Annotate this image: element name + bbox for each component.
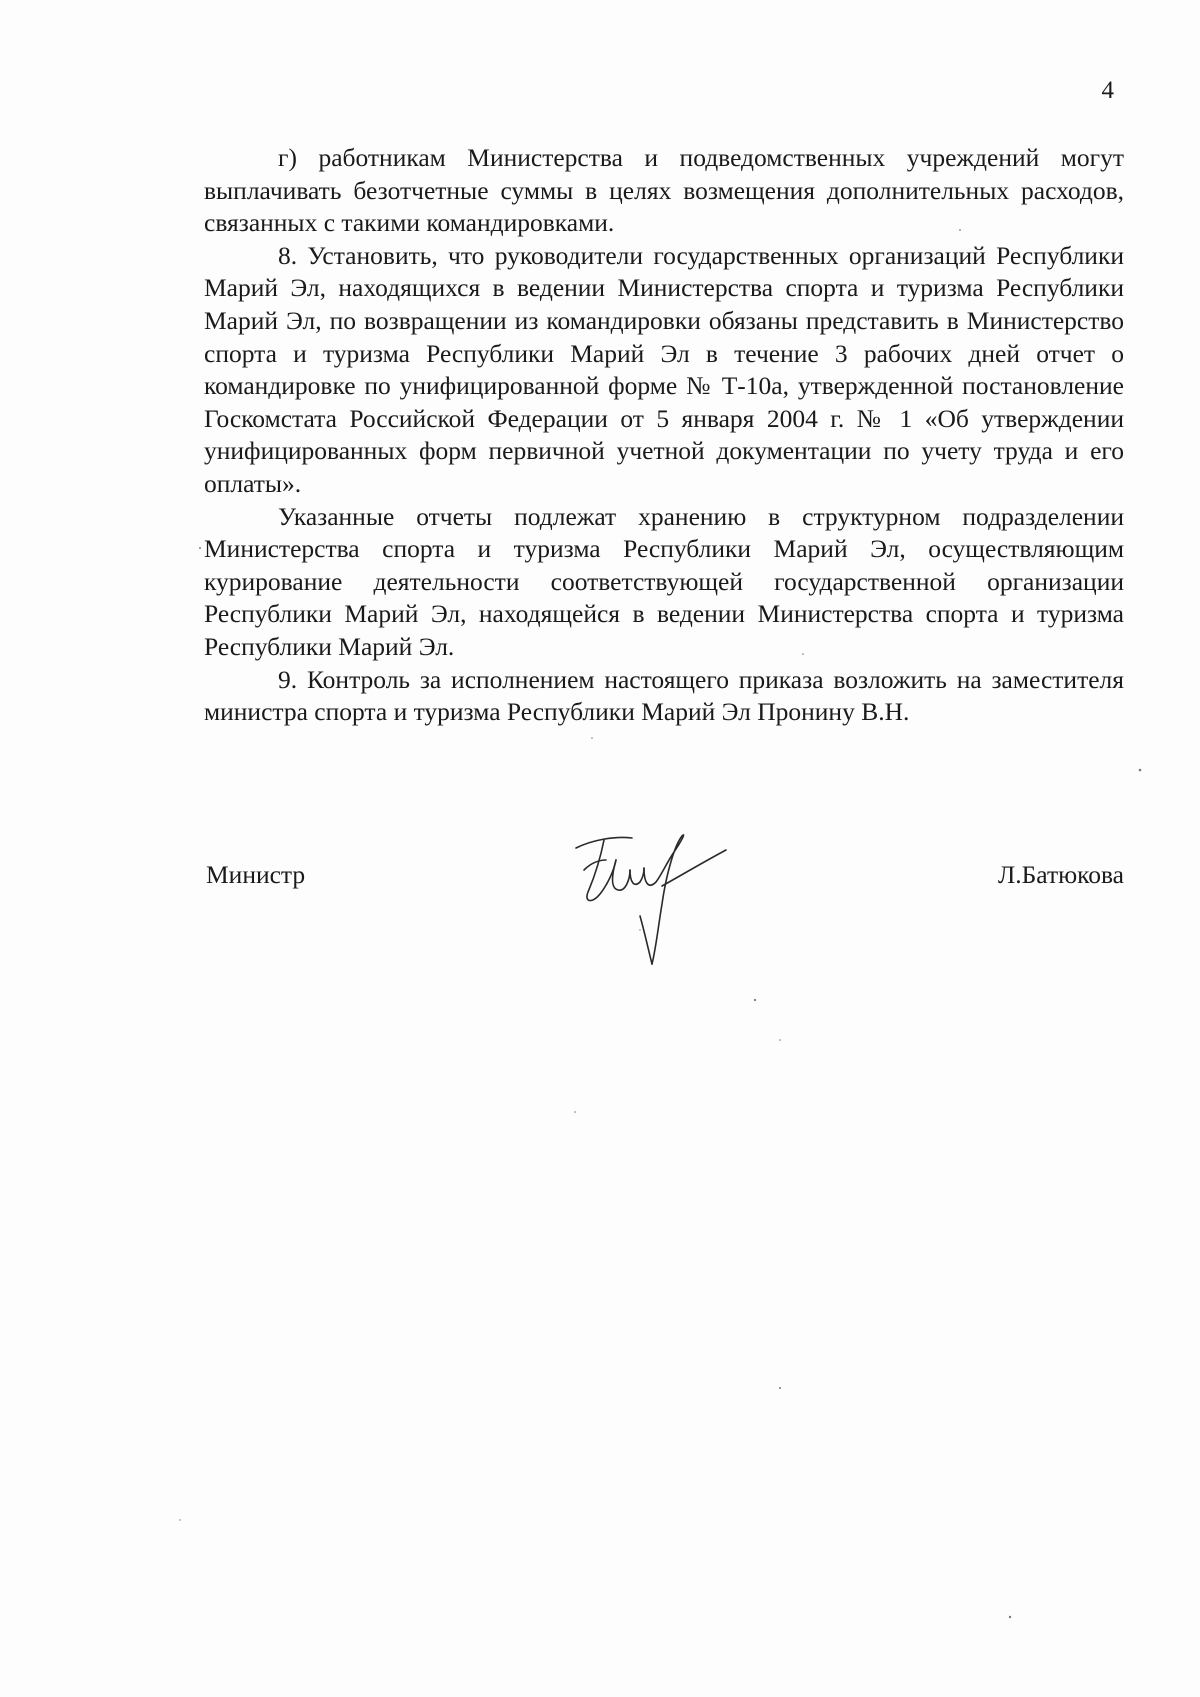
paragraph-clause-8: 8. Установить, что руководители государственных организаций Республики Марий Эл, находящихся в ведении Министерства спорта и туризма Республики Марий Эл, по возвращении из командировки обязаны представить в Министерство спорта и туризма Республики Марий Эл в течение 3 рабочих дней отчет о командировке по унифицированной форме № Т-10а, утвержденной постановление Госкомстата Российской Федерации от 5 января 2004 г. № 1 «Об утверждении унифицированных форм первичной учетной документации по учету труда и его оплаты». <box>204 240 1124 498</box>
document-body <box>204 142 1124 729</box>
paragraph-item-g: г) работникам Министерства и подведомственных учреждений могут выплачивать безотчетные суммы в целях возмещения дополнительных расходов, связанных с такими командировками. <box>204 143 1124 238</box>
page-number: 4 <box>1101 77 1114 104</box>
signatory-title: Министр <box>206 860 306 889</box>
signatory-name: Л.Батюкова <box>997 860 1124 889</box>
paragraph-reports-storage: Указанные отчеты подлежат хранению в структурном подразделении Министерства спорта и туризма Республики Марий Эл, осуществляющим курирование деятельности соответствующей государственной организации Республики Марий Эл, находящейся в ведении Министерства спорта и туризма Республики Марий Эл. <box>204 501 1124 661</box>
signature-block <box>204 830 1124 980</box>
paragraph-clause-9: 9. Контроль за исполнением настоящего приказа возложить на заместителя министра спорта и туризма Республики Марий Эл Пронину В.Н. <box>204 664 1124 727</box>
handwritten-signature <box>570 830 730 970</box>
